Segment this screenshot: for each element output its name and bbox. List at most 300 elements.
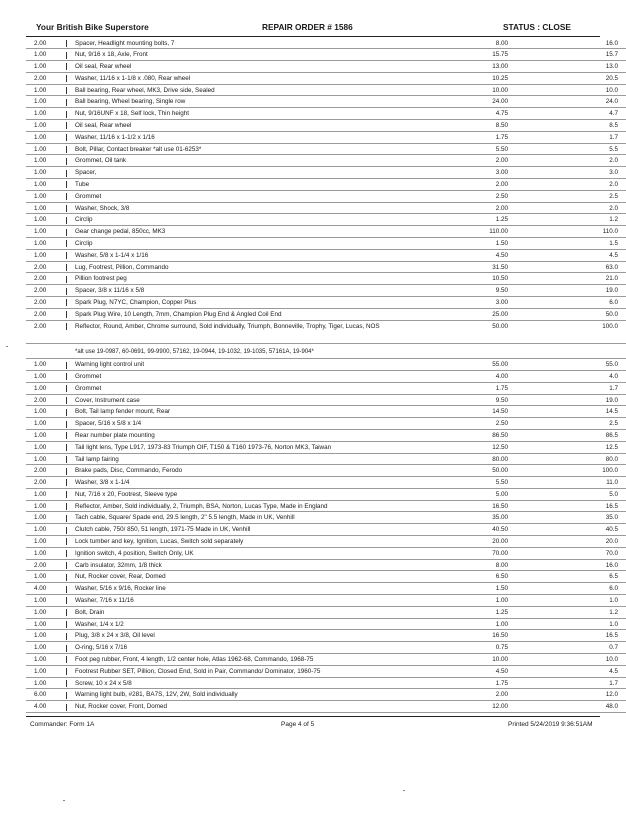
- line-item-row: [26, 689, 626, 701]
- line-item-unit-price: 50.00: [492, 467, 508, 475]
- line-item-total: 12.5: [605, 443, 618, 451]
- line-item-quantity: 1.00: [34, 490, 47, 498]
- scan-speck: [63, 800, 65, 801]
- line-item-total: 1.7: [609, 384, 618, 392]
- line-item-row: [26, 132, 626, 144]
- column-divider: [66, 122, 67, 129]
- line-item-row: [26, 108, 626, 120]
- column-divider: [66, 63, 67, 70]
- line-item-total: 1.0: [609, 620, 618, 628]
- line-item-unit-price: 10.00: [492, 656, 508, 664]
- line-item-unit-price: 4.75: [495, 110, 508, 118]
- line-item-unit-price: 1.50: [495, 585, 508, 593]
- line-item-description: Washer, 3/8 x 1-1/4: [75, 479, 130, 487]
- line-item-unit-price: 80.00: [492, 455, 508, 463]
- line-item-row: [26, 297, 626, 309]
- column-divider: [66, 432, 67, 439]
- row-separator: [26, 712, 626, 713]
- line-item-total: 4.7: [609, 110, 618, 118]
- column-divider: [66, 264, 67, 271]
- line-item-description: Nut, 9/16UNF x 18, Self lock, Thin height: [75, 110, 189, 118]
- line-item-row: [26, 167, 626, 179]
- line-item-row: [26, 359, 626, 371]
- line-item-row: [26, 250, 626, 262]
- line-item-unit-price: 16.50: [492, 632, 508, 640]
- line-item-total: 16.5: [605, 632, 618, 640]
- column-divider: [66, 397, 67, 404]
- line-item-quantity: 1.00: [34, 443, 47, 451]
- column-divider: [66, 311, 67, 318]
- line-item-row: [26, 309, 626, 321]
- line-item-description: Grommet: [75, 372, 102, 380]
- line-item-unit-price: 3.00: [495, 299, 508, 307]
- line-item-unit-price: 8.50: [495, 122, 508, 130]
- line-item-quantity: 1.00: [34, 51, 47, 59]
- line-item-unit-price: 1.25: [495, 608, 508, 616]
- line-item-unit-price: 40.50: [492, 526, 508, 534]
- line-item-description: Nut, 7/16 x 20, Footrest, Sleeve type: [75, 490, 178, 498]
- column-divider: [66, 527, 67, 534]
- line-item-unit-price: 70.00: [492, 549, 508, 557]
- line-item-total: 11.0: [606, 479, 618, 487]
- scan-speck: [403, 790, 405, 791]
- repair-order-number: REPAIR ORDER # 1586: [262, 22, 353, 32]
- line-item-description: Nut, Rocker cover, Rear, Domed: [75, 573, 166, 581]
- line-item-total: 20.0: [605, 538, 618, 546]
- line-item-row: [26, 285, 626, 297]
- line-item-row: [26, 595, 626, 607]
- line-item-quantity: 1.00: [34, 455, 47, 463]
- line-item-unit-price: 35.00: [492, 514, 508, 522]
- column-divider: [66, 668, 67, 675]
- line-items-table: [26, 38, 626, 714]
- line-item-row: [26, 191, 626, 203]
- column-divider: [66, 158, 67, 165]
- line-item-unit-price: 1.25: [495, 216, 508, 224]
- line-item-description: Tach cable, Square/ Spade end, 29.5 length, 2" 5.5 length, Made in UK, Venhill: [75, 514, 295, 522]
- line-item-row: [26, 701, 626, 713]
- line-item-total: 4.0: [609, 372, 618, 380]
- column-divider: [66, 574, 67, 581]
- page-header: [26, 22, 600, 35]
- line-item-description: Bolt, Tail lamp fender mount, Rear: [75, 408, 171, 416]
- column-divider: [66, 409, 67, 416]
- line-item-description: Spark Plug Wire, 10 Length, 7mm, Champion Plug End & Angled Coil End: [75, 310, 282, 318]
- line-item-row: [26, 273, 626, 285]
- column-divider: [66, 299, 67, 306]
- line-item-row: [26, 179, 626, 191]
- line-item-description: Reflector, Round, Amber, Chrome surround, Sold individually, Triumph, Bonneville, Trophy, Tiger, Lucas, NOS: [75, 322, 380, 330]
- line-item-description: Washer, 5/16 x 9/16, Rocker line: [75, 585, 166, 593]
- line-item-total: 2.0: [609, 181, 618, 189]
- column-divider: [66, 146, 67, 153]
- line-item-row: [26, 619, 626, 631]
- line-item-row: [26, 678, 626, 690]
- line-item-row: [26, 203, 626, 215]
- column-divider: [66, 52, 67, 59]
- line-item-total: 80.0: [605, 455, 618, 463]
- line-item-row: [26, 238, 626, 250]
- line-item-quantity: 1.00: [34, 133, 47, 141]
- line-item-row: [26, 630, 626, 642]
- line-item-unit-price: 31.50: [492, 263, 508, 271]
- column-divider: [66, 444, 67, 451]
- line-item-total: 19.0: [605, 287, 618, 295]
- line-item-row: [26, 430, 626, 442]
- column-divider: [66, 704, 67, 711]
- line-item-description: Footrest Rubber SET, Pillion, Closed End, Sold in Pair, Commando/ Dominator, 1960-75: [75, 667, 321, 675]
- column-divider: [66, 385, 67, 392]
- line-item-total: 20.5: [605, 74, 618, 82]
- line-item-total: 24.0: [605, 98, 618, 106]
- line-item-unit-price: 10.50: [492, 275, 508, 283]
- line-item-quantity: 4.00: [34, 703, 47, 711]
- line-item-unit-price: 10.25: [492, 74, 508, 82]
- line-item-description: Bolt, Drain: [75, 608, 105, 616]
- column-divider: [66, 680, 67, 687]
- line-item-description: O-ring, 5/16 x 7/16: [75, 644, 128, 652]
- column-divider: [66, 479, 67, 486]
- column-divider: [66, 645, 67, 652]
- line-item-unit-price: 0.75: [495, 644, 508, 652]
- column-divider: [66, 217, 67, 224]
- column-divider: [66, 491, 67, 498]
- line-item-row: [26, 666, 626, 678]
- line-item-unit-price: 14.50: [492, 408, 508, 416]
- line-item-quantity: 1.00: [34, 679, 47, 687]
- line-item-row: [26, 489, 626, 501]
- line-item-total: 8.5: [609, 122, 618, 130]
- line-item-description: Circlip: [75, 240, 93, 248]
- line-item-row: [26, 524, 626, 536]
- line-item-quantity: 1.00: [34, 98, 47, 106]
- line-item-unit-price: 2.50: [495, 420, 508, 428]
- line-item-total: 12.0: [605, 691, 618, 699]
- column-divider: [66, 193, 67, 200]
- line-item-total: 0.7: [609, 644, 618, 652]
- line-item-description: Reflector, Amber, Sold individually, 2, Triumph, BSA, Norton, Lucas Type, Made in England: [75, 502, 328, 510]
- line-item-quantity: 1.00: [34, 431, 47, 439]
- line-item-description: *alt use 19-0987, 60-0691, 99-9900, 57162, 19-0944, 19-1032, 19-1035, 57161A, 19-904*: [75, 349, 314, 356]
- line-item-unit-price: 1.50: [495, 240, 508, 248]
- line-item-unit-price: 16.50: [492, 502, 508, 510]
- line-item-total: 10.0: [605, 86, 618, 94]
- line-item-description: Foot peg rubber, Front, 4 length, 1/2 center hole, Atlas 1962-68, Commando, 1968-75: [75, 656, 314, 664]
- line-item-quantity: 1.00: [34, 181, 47, 189]
- line-item-total: 1.5: [609, 240, 618, 248]
- line-item-description: Washer, Shock, 3/8: [75, 204, 130, 212]
- line-item-row: [26, 548, 626, 560]
- line-item-row: [26, 465, 626, 477]
- store-name: Your British Bike Superstore: [36, 22, 149, 32]
- line-item-quantity: 2.00: [34, 287, 47, 295]
- line-item-total: 16.5: [605, 502, 618, 510]
- line-item-quantity: 2.00: [34, 39, 47, 47]
- column-divider: [66, 134, 67, 141]
- footer-rule: [26, 716, 600, 717]
- line-item-quantity: 1.00: [34, 667, 47, 675]
- column-divider: [66, 692, 67, 699]
- column-divider: [66, 597, 67, 604]
- line-item-row: [26, 383, 626, 395]
- column-divider: [66, 40, 67, 47]
- line-item-row: [26, 96, 626, 108]
- line-item-description: Bolt, Pillar, Contact breaker *alt use 01-6253*: [75, 145, 202, 153]
- line-item-unit-price: 5.50: [495, 145, 508, 153]
- line-item-unit-price: 25.00: [492, 310, 508, 318]
- line-item-row: [26, 560, 626, 572]
- line-item-unit-price: 24.00: [492, 98, 508, 106]
- line-item-total: 13.0: [605, 63, 618, 71]
- line-item-description: Lock tumber and key, Ignition, Lucas, Switch sold separately: [75, 538, 244, 546]
- line-item-quantity: 2.00: [34, 275, 47, 283]
- line-item-row: [26, 321, 626, 345]
- line-item-description: Warning light bulb, #281, BA7S, 12V, 2W, Sold individually: [75, 691, 238, 699]
- line-item-row: [26, 226, 626, 238]
- line-item-row: [26, 214, 626, 226]
- line-item-description: Washer, 1/4 x 1/2: [75, 620, 124, 628]
- line-item-description: Spacer, 5/16 x 5/8 x 1/4: [75, 420, 142, 428]
- line-item-row: [26, 120, 626, 132]
- line-item-unit-price: 9.50: [495, 287, 508, 295]
- line-item-description: Brake pads, Disc, Commando, Ferodo: [75, 467, 183, 475]
- line-item-row: [26, 501, 626, 513]
- line-item-description: Ignition switch, 4 position, Switch Only, UK: [75, 549, 194, 557]
- line-item-total: 1.7: [609, 679, 618, 687]
- line-item-quantity: 1.00: [34, 644, 47, 652]
- line-item-unit-price: 2.00: [495, 691, 508, 699]
- line-item-quantity: 1.00: [34, 157, 47, 165]
- line-item-description: Nut, 9/16 x 18, Axle, Front: [75, 51, 148, 59]
- line-item-total: 48.0: [605, 703, 618, 711]
- order-status: STATUS : CLOSE: [503, 22, 571, 32]
- line-item-row: [26, 49, 626, 61]
- line-item-quantity: 1.00: [34, 204, 47, 212]
- line-item-quantity: 1.00: [34, 502, 47, 510]
- line-item-row: [26, 61, 626, 73]
- line-item-description: Grommet, Oil tank: [75, 157, 127, 165]
- scan-speck: [6, 346, 8, 347]
- line-item-unit-price: 1.00: [495, 620, 508, 628]
- line-item-row: [26, 418, 626, 430]
- line-item-unit-price: 8.00: [495, 39, 508, 47]
- line-item-total: 2.5: [609, 420, 618, 428]
- line-item-row: [26, 512, 626, 524]
- line-item-total: 35.0: [605, 514, 618, 522]
- line-item-total: 6.0: [609, 299, 618, 307]
- column-divider: [66, 240, 67, 247]
- header-rule: [26, 36, 600, 37]
- line-item-quantity: 1.00: [34, 538, 47, 546]
- line-item-quantity: 1.00: [34, 420, 47, 428]
- line-item-quantity: 1.00: [34, 251, 47, 259]
- line-item-description: Warning light control unit: [75, 361, 145, 369]
- line-item-quantity: 1.00: [34, 192, 47, 200]
- line-item-row: [26, 536, 626, 548]
- line-item-total: 1.2: [609, 608, 618, 616]
- line-item-description: Grommet: [75, 192, 102, 200]
- column-divider: [66, 99, 67, 106]
- line-item-unit-price: 9.50: [495, 396, 508, 404]
- line-item-quantity: 2.00: [34, 396, 47, 404]
- column-divider: [66, 503, 67, 510]
- line-item-description: Ball bearing, Wheel bearing, Single row: [75, 98, 186, 106]
- line-item-quantity: 2.00: [34, 263, 47, 271]
- line-item-total: 6.5: [609, 573, 618, 581]
- line-item-quantity: 1.00: [34, 361, 47, 369]
- line-item-description: Spacer,: [75, 169, 97, 177]
- line-item-unit-price: 12.50: [492, 443, 508, 451]
- line-item-row: [26, 155, 626, 167]
- column-divider: [66, 586, 67, 593]
- line-item-row: [26, 654, 626, 666]
- line-item-description: Ball bearing, Rear wheel, MK3, Drive side, Sealed: [75, 86, 215, 94]
- printed-timestamp: Printed 5/24/2019 9:36:51AM: [508, 721, 593, 728]
- line-item-total: 21.0: [605, 275, 618, 283]
- line-item-quantity: 1.00: [34, 122, 47, 130]
- line-item-total: 19.0: [605, 396, 618, 404]
- line-item-row: [26, 144, 626, 156]
- line-item-quantity: 1.00: [34, 656, 47, 664]
- line-item-total: 110.0: [602, 228, 618, 236]
- line-item-quantity: 2.00: [34, 561, 47, 569]
- line-item-description: Grommet: [75, 384, 102, 392]
- line-item-total: 50.0: [605, 310, 618, 318]
- line-item-total: 1.0: [609, 597, 618, 605]
- line-item-quantity: 6.00: [34, 691, 47, 699]
- line-item-description: Washer, 11/16 x 1-1/8 x .080, Rear wheel: [75, 74, 191, 82]
- column-divider: [66, 87, 67, 94]
- line-item-total: 1.7: [609, 133, 618, 141]
- line-item-total: 4.5: [609, 251, 618, 259]
- line-item-description: Plug, 3/8 x 24 x 3/8, Oil level: [75, 632, 155, 640]
- column-divider: [66, 421, 67, 428]
- line-item-quantity: 1.00: [34, 526, 47, 534]
- line-item-quantity: 1.00: [34, 573, 47, 581]
- column-divider: [66, 550, 67, 557]
- line-item-description: Washer, 11/16 x 1-1/2 x 1/16: [75, 133, 155, 141]
- line-item-description: Spacer, Headlight mounting bolts, 7: [75, 39, 175, 47]
- column-divider: [66, 75, 67, 82]
- line-item-unit-price: 1.75: [495, 133, 508, 141]
- line-item-row: [26, 73, 626, 85]
- page-footer: [26, 721, 600, 731]
- line-item-total: 16.0: [605, 561, 618, 569]
- column-divider: [66, 323, 67, 330]
- line-item-description: Spark Plug, N7YC, Champion, Copper Plus: [75, 299, 197, 307]
- line-item-total: 63.0: [605, 263, 618, 271]
- line-item-unit-price: 5.50: [495, 479, 508, 487]
- line-item-total: 3.0: [609, 169, 618, 177]
- column-divider: [66, 538, 67, 545]
- form-name: Commander: Form 1A: [30, 721, 95, 728]
- line-item-quantity: 1.00: [34, 63, 47, 71]
- line-item-quantity: 1.00: [34, 86, 47, 94]
- line-item-total: 70.0: [605, 549, 618, 557]
- line-item-unit-price: 6.50: [495, 573, 508, 581]
- line-item-total: 86.5: [605, 431, 618, 439]
- line-item-quantity: 1.00: [34, 514, 47, 522]
- line-item-unit-price: 4.50: [495, 667, 508, 675]
- line-item-unit-price: 55.00: [492, 361, 508, 369]
- line-item-row: [26, 583, 626, 595]
- line-item-total: 2.0: [609, 157, 618, 165]
- line-item-unit-price: 86.50: [492, 431, 508, 439]
- line-item-total: 5.0: [609, 490, 618, 498]
- line-item-total: 2.5: [609, 192, 618, 200]
- line-item-quantity: 4.00: [34, 585, 47, 593]
- line-item-unit-price: 8.00: [495, 561, 508, 569]
- line-item-quantity: 1.00: [34, 620, 47, 628]
- column-divider: [66, 205, 67, 212]
- column-divider: [66, 229, 67, 236]
- line-item-row: [26, 85, 626, 97]
- line-item-row: [26, 607, 626, 619]
- line-item-total: 16.0: [605, 39, 618, 47]
- line-item-description: Spacer, 3/8 x 11/16 x 5/8: [75, 287, 145, 295]
- line-item-description: Cover, Instrument case: [75, 396, 140, 404]
- line-item-total: 14.5: [605, 408, 618, 416]
- line-item-row: [26, 454, 626, 466]
- line-item-row: [26, 571, 626, 583]
- line-item-total: 2.0: [609, 204, 618, 212]
- line-item-row: [26, 371, 626, 383]
- line-item-description: Tube: [75, 181, 90, 189]
- line-item-unit-price: 10.00: [492, 86, 508, 94]
- line-item-description: Tail light lens, Type L917, 1973-83 Triumph OIF, T150 & T160 1973-76, Norton MK3, Taiwan: [75, 443, 332, 451]
- line-item-unit-price: 2.50: [495, 192, 508, 200]
- line-item-unit-price: 3.00: [495, 169, 508, 177]
- column-divider: [66, 111, 67, 118]
- line-item-quantity: 1.00: [34, 384, 47, 392]
- line-item-unit-price: 110.00: [489, 228, 508, 236]
- line-item-unit-price: 15.75: [492, 51, 508, 59]
- line-item-row: [26, 262, 626, 274]
- line-item-quantity: 1.00: [34, 110, 47, 118]
- line-item-description: Nut, Rocker cover, Front, Domed: [75, 703, 168, 711]
- line-item-note: [26, 344, 626, 359]
- line-item-unit-price: 50.00: [492, 322, 508, 330]
- line-item-quantity: 2.00: [34, 74, 47, 82]
- line-item-unit-price: 4.50: [495, 251, 508, 259]
- line-item-unit-price: 2.00: [495, 204, 508, 212]
- line-item-unit-price: 5.00: [495, 490, 508, 498]
- line-item-quantity: 1.00: [34, 597, 47, 605]
- line-item-quantity: 1.00: [34, 169, 47, 177]
- column-divider: [66, 373, 67, 380]
- line-item-total: 5.5: [609, 145, 618, 153]
- line-item-row: [26, 406, 626, 418]
- line-item-quantity: 1.00: [34, 145, 47, 153]
- line-item-description: Oil seal, Rear wheel: [75, 122, 132, 130]
- line-item-row: [26, 477, 626, 489]
- line-item-total: 100.0: [602, 467, 618, 475]
- line-item-row: [26, 395, 626, 407]
- line-item-row: [26, 642, 626, 654]
- line-item-total: 40.5: [605, 526, 618, 534]
- page-number: Page 4 of 5: [281, 721, 315, 728]
- line-item-description: Tail lamp fairing: [75, 455, 119, 463]
- column-divider: [66, 276, 67, 283]
- line-item-description: Gear change pedal, 850cc, MK3: [75, 228, 166, 236]
- line-item-unit-price: 20.00: [492, 538, 508, 546]
- line-item-unit-price: 12.00: [492, 703, 508, 711]
- column-divider: [66, 633, 67, 640]
- line-item-description: Oil seal, Rear wheel: [75, 63, 132, 71]
- column-divider: [66, 288, 67, 295]
- line-item-description: Clutch cable, 750/ 850, 51 length, 1971-75 Made in UK, Venhill: [75, 526, 251, 534]
- line-item-unit-price: 4.00: [495, 372, 508, 380]
